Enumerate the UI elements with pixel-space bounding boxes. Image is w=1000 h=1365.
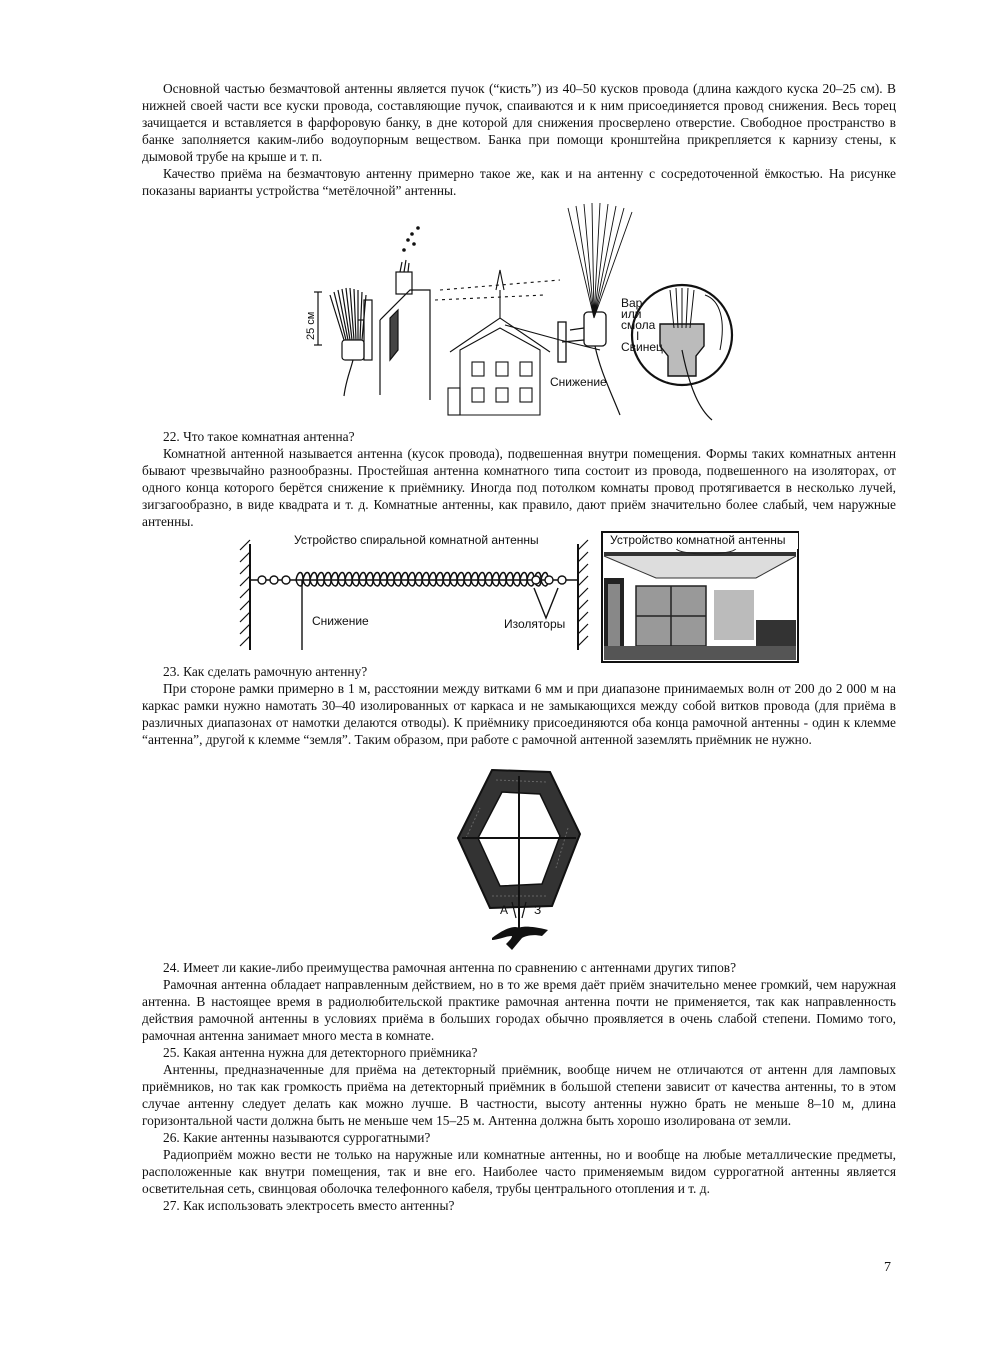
label-svinets: Свинец: [621, 340, 663, 354]
section-22: [142, 428, 896, 530]
title-spiral-antenna: Устройство спиральной комнатной антенны: [294, 533, 539, 547]
section-24-27: [142, 959, 896, 1214]
section-23: [142, 663, 896, 748]
intro-block: [142, 80, 896, 199]
dimension-label: 25 см: [305, 311, 317, 340]
question-22: 22. Что такое комнатная антенна?: [163, 429, 355, 444]
bundle-drawing: [314, 288, 372, 396]
answer-24: Рамочная антенна обладает направленным действием, но в то же время даёт приём значительно менее громкий, чем наружная антенна. В настоящее время в радиолюбительской практике рамочная антенна почти не применяется, так как направленность действия рамочной антенны в условиях приёма в больших городах обычно проявляется в очень слабой степени. Помимо того, рамочная антенна занимает много места в комнате.: [142, 977, 896, 1043]
figure-loop-antenna: [452, 768, 582, 958]
spiral-wire: [250, 573, 578, 651]
answer-26: Радиоприём можно вести не только на наружные или комнатные антенны, но и вообще на любые металлические предметы, расположенные как внутри помещения, так и вне его. Наиболее часто применяемым видом суррогатной антенны является осветительная сеть, свинцовая оболочка телефонного кабеля, трубы центрального отопления и т. д.: [142, 1147, 896, 1196]
room-photo: [602, 532, 798, 662]
label-smola: смола: [621, 318, 656, 332]
label-var: Вар: [621, 296, 643, 310]
label-izolyatory: Изоляторы: [504, 617, 566, 631]
page-number: 7: [884, 1260, 891, 1275]
answer-25: Антенны, предназначенные для приёма на детекторный приёмник, вообще ничем не отличаются от антенн для ламповых приёмников, но так как громкость приёма на детекторный приёмник в большой степени зависит от качества антенны, то в этом случае антенну следует делать как можно лучше. В частности, высоту антенны нужно брать не меньше 8–10 м, длина горизонтальной части должна быть не меньше чем 15–25 м. Антенна должна быть хорошо изолирована от земли.: [142, 1062, 896, 1128]
label-ili: или: [621, 307, 642, 321]
label-snizhenie-2: Снижение: [312, 614, 369, 628]
question-24: 24. Имеет ли какие-либо преимущества рамочная антенна по сравнению с антеннами других типов?: [163, 960, 737, 975]
answer-22: Комнатной антенной называется антенна (кусок провода), подвешенная внутри помещения. Формы таких комнатных антенн бывают чрезвычайно разнообразны. Простейшая антенна комнатного типа состоит из провода, подвешенного на изоляторах, от одного конца которого берётся снижение к приёмнику. Иногда под потолком комнаты провод протягивается в несколько лучей, зигзагообразно, в виде квадрата и т. д. Комнатные антенны, как правило, дают приём значительно более слабый, чем наружные антенны.: [142, 446, 896, 529]
label-snizhenie-1: Снижение: [550, 375, 607, 389]
paragraph-reception-quality: Качество приёма на безмачтовую антенну примерно такое же, как и на антенну с сосредоточенной ёмкостью. На рисунке показаны варианты устройства “метёлочной” антенны.: [142, 166, 896, 198]
label-terminal-z: З: [534, 903, 542, 917]
label-separator: I: [636, 329, 640, 343]
title-room-antenna: Устройство комнатной антенны: [610, 533, 786, 547]
label-terminal-a: А: [500, 903, 509, 917]
question-25: 25. Какая антенна нужна для детекторного приёмника?: [163, 1045, 478, 1060]
figure-broom-antenna: [300, 200, 740, 430]
paragraph-broom-antenna: Основной частью безмачтовой антенны является пучок (“кисть”) из 40–50 кусков провода (длина каждого куска 20–25 см). В нижней своей части все куски провода, составляющие пучок, спаиваются и к ним присоединяется провод снижения. Весь торец зачищается и вставляется в фарфоровую банку, в дне которой для снижения просверлено отверстие. Свободное пространство в банке заполняется каким-либо водоупорным веществом. Банка при помощи кронштейна прикрепляется к карнизу стены, к дымовой трубе на крыше и т. п.: [142, 81, 896, 164]
house-drawing: [435, 270, 600, 415]
figure-indoor-antenna: [236, 530, 801, 665]
question-27: 27. Как использовать электросеть вместо антенны?: [163, 1198, 455, 1213]
question-26: 26. Какие антенны называются суррогатными?: [163, 1130, 431, 1145]
walls: [240, 540, 588, 650]
roof-sketch: [380, 227, 430, 400]
loop-frame: [458, 770, 580, 950]
answer-23: При стороне рамки примерно в 1 м, расстоянии между витками 6 мм и при диапазоне принимаемых волн от 200 до 2 000 м на каркас рамки нужно намотать 30–40 изолированных от каркаса и не замыкающихся между собой витков провода (для приёма в различных диапазонах от намотки делаются отводы). К приёмнику присоединяются оба конца рамочной антенны - один к клемме “антенна”, другой к клемме “земля”. Таким образом, при работе с рамочной антенной заземлять приёмник не нужно.: [142, 681, 896, 747]
question-23: 23. Как сделать рамочную антенну?: [163, 664, 368, 679]
